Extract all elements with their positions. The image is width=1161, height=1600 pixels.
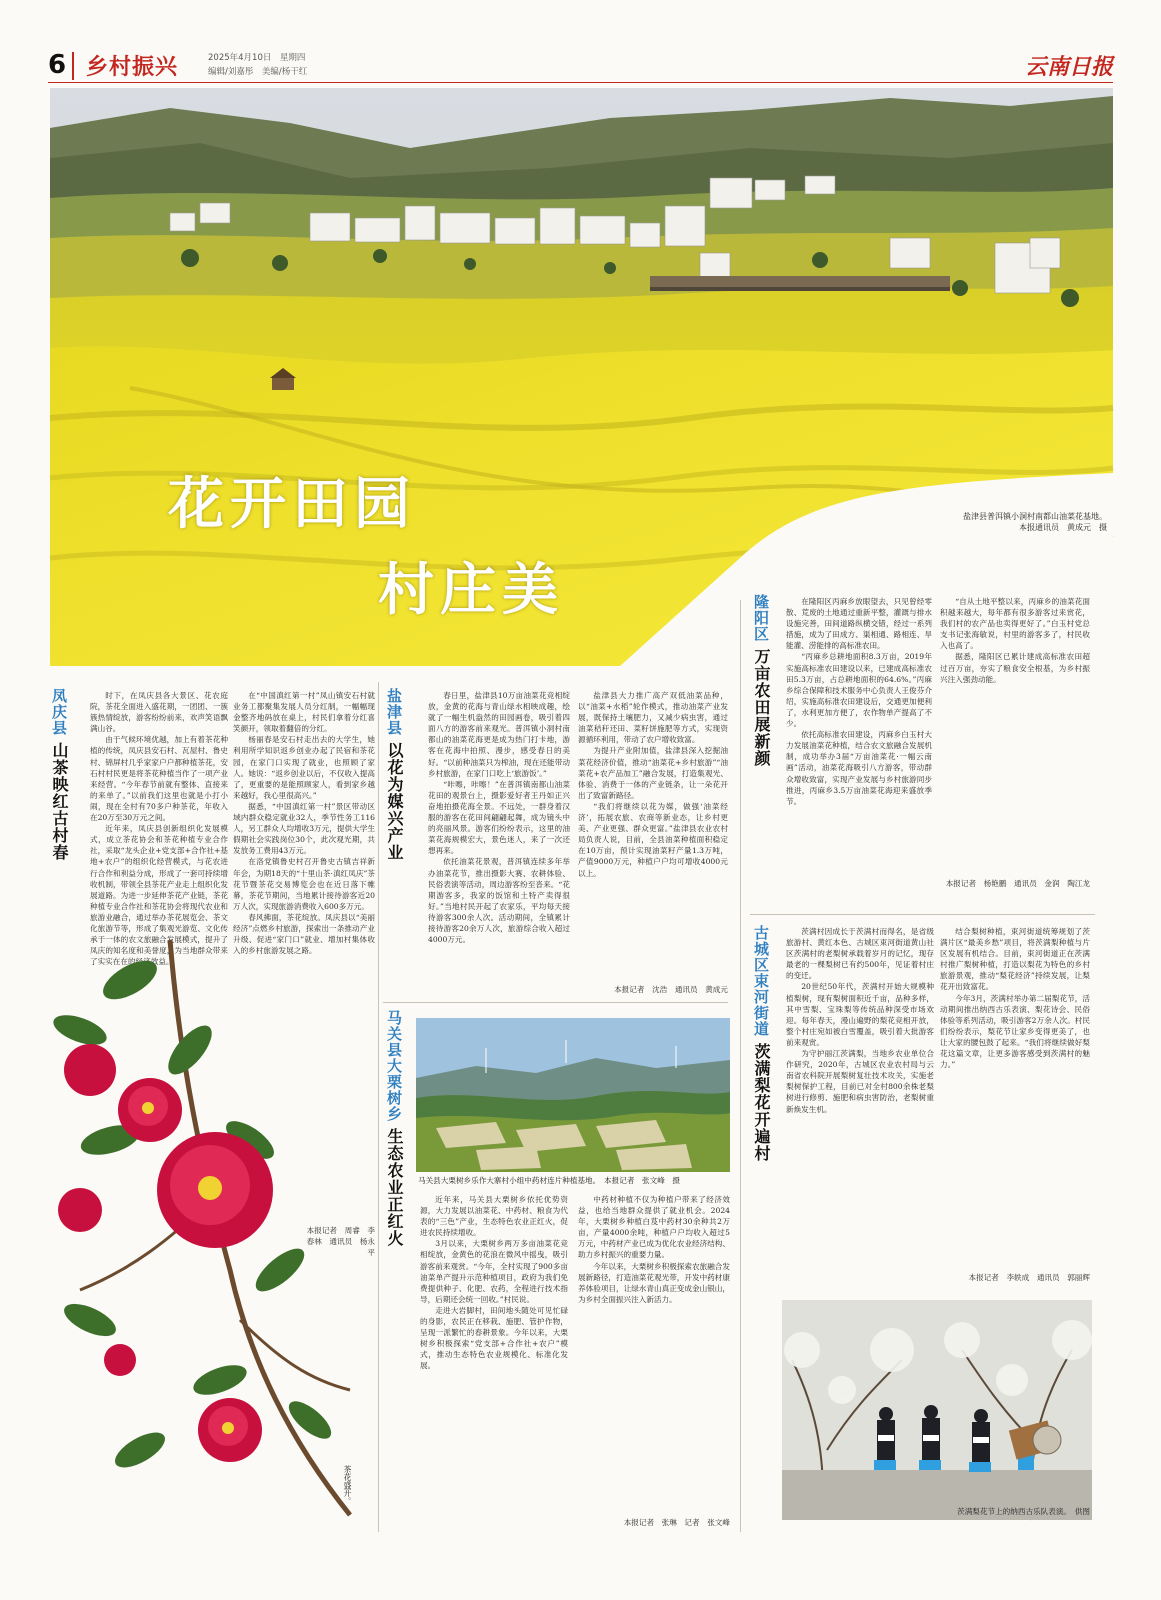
- fengqing-title: 山茶映红古村春: [50, 742, 69, 862]
- longyang-p5: 据悉，隆阳区已累计建成高标准农田超过百万亩，夯实了粮食安全根基，为乡村振兴注入强劲动能。: [940, 652, 1090, 684]
- fengqing-p4: 在“中国滇红第一村”凤山镇安石村就业务工都聚集发展人员分红制，一幅幅现金整齐地码放在桌上，村民们拿着分红喜笑颜开，领取着翻倍的分红。: [233, 691, 375, 734]
- yanjin-heading: [383, 688, 406, 898]
- column-divider-1: [378, 682, 379, 1532]
- gucheng-caption-credit: 供图: [1074, 1507, 1090, 1516]
- longyang-p4: “自从土地平整以来，丙麻乡的油菜花面积越来越大，每年都有很多游客过来赏花，我们村的农产品也卖得更好了。”白玉村党总支书记张海敏说，村里的游客多了，村民收入也高了。: [940, 597, 1090, 651]
- longyang-credit: [940, 878, 1090, 902]
- editor-credit: 编辑/刘嘉彤: [208, 67, 254, 77]
- longyang-credit-text: 本报记者 杨艳鹏 通讯员 金润 陶江龙: [945, 879, 1090, 888]
- yanjin-p3: 依托油菜花景观，普洱镇连续多年举办油菜花节，推出摄影大赛、农耕体验、民俗表演等活动，周边游客纷至沓来。“花期游客多，我家的饭馆和土特产卖得很好。”当地村民开起了农家乐，平均每天接待游客300余人次。活动期间，全镇累计接待游客20余万人次，旅游综合收入超过4000万元。: [428, 857, 570, 945]
- gucheng-col-2: [940, 926, 1090, 1261]
- majiang-title: 生态农业正红火: [385, 1128, 404, 1248]
- majiang-p1: 近年来，马关县大栗树乡依托优势资源，大力发展以油菜花、中药材、粮食为代表的“三色”产业，生态特色农业正红火，促进农民持续增收。: [420, 1195, 568, 1238]
- yanjin-p5: “我们将继续以花为媒，做强‘油菜经济’，拓展农旅、农商等新业态，让乡村更美、产业更强、群众更富。”盐津县农业农村局负责人说，目前，全县油菜种植面积稳定在10万亩，预计实现油菜籽产量1.3万吨，产值9000万元，种植户户均可增收4000元以上。: [578, 801, 728, 878]
- masthead-meta: [208, 51, 307, 79]
- majiang-caption-credit: 本报记者 张文峰 摄: [604, 1176, 680, 1185]
- designer-credit: 美编/杨干红: [261, 67, 308, 77]
- yanjin-p4: 为提升产业附加值，盐津县深入挖掘油菜花经济价值，推动“油菜花+乡村旅游”“油菜花+农产品加工”融合发展，打造集观光、体验、消费于一体的产业链条，让一朵花开出了致富新路径。: [578, 746, 728, 800]
- majiang-credit: [578, 1517, 730, 1529]
- majiang-col-1: [420, 1194, 568, 1529]
- gucheng-place: 古城区束河街道: [752, 925, 770, 1037]
- gucheng-photo: [782, 1300, 1092, 1520]
- gucheng-p5: 今年3月，茨满村举办第二届梨花节，活动期间推出纳西古乐表演、梨花诗会、民俗体验等系列活动，吸引游客2万余人次。村民们纷纷表示，梨花节让家乡变得更美了，也让大家的腰包鼓了起来。“我们将继续做好梨花这篇文章，让更多游客感受到茨满村的魅力。”: [940, 993, 1090, 1070]
- hero-headline-line1: 花开田园: [168, 472, 416, 537]
- longyang-title: 万亩农田展新颜: [752, 648, 771, 768]
- majiang-place: 马关县大栗树乡: [385, 1010, 403, 1122]
- masthead: [48, 48, 1113, 86]
- majiang-p3: 中药材种植不仅为种植户带来了经济效益，也给当地群众提供了就业机会。2024年，大栗树乡种植白芨中药材30余种共2万亩，产量4000余吨，种植户户均收入超过5万元，中药材产业已成为优化农业经济结构、助力乡村振兴的重要力量。: [578, 1195, 730, 1260]
- majiang-col-2: [578, 1194, 730, 1514]
- fengqing-credit-text: 本报记者 周睿 李春林 通讯员 杨永平: [306, 1226, 375, 1258]
- herb-field-illustration: [416, 1018, 730, 1172]
- gucheng-title: 茨满梨花开遍村: [752, 1043, 771, 1163]
- camellia-photo: [50, 940, 355, 1515]
- longyang-heading: [750, 594, 773, 804]
- gucheng-p4: 结合梨树种植，束河街道统筹规划了茨满片区“最美乡愁”项目，将茨满梨种植与片区发展有机结合。目前，束河街道正在茨满村推广梨树种植，打造以梨花为特色的乡村旅游景观，推动“梨花经济”持续发展，让梨花开出致富花。: [940, 927, 1090, 992]
- fengqing-heading: [48, 688, 71, 888]
- majiang-heading: [383, 1010, 406, 1270]
- yanjin-p6: 盐津县大力推广高产双低油菜品种，以“油菜+水稻”轮作模式，推动油菜产业发展，既保持土壤肥力，又减少病虫害，通过油菜秸秆还田、菜籽饼施肥等方式，实现资源循环利用，带动了农户增收致富。: [578, 691, 728, 745]
- majiang-p4: 走进大岩脚村，田间地头随处可见忙碌的身影，农民正在移栽、施肥、管护作物，呈现一派繁忙的春耕景象。今年以来，大栗树乡积极探索“党支部+合作社+农户”模式，推动生态特色农业规模化、标准化发展。: [420, 1305, 568, 1371]
- column-divider-2: [740, 600, 741, 1532]
- longyang-p2: “丙麻乡总耕地面积8.3万亩，2019年实施高标准农田建设以来，已建成高标准农田5.3万亩，占总耕地面积的64.6%。”丙麻乡综合保障和技术服务中心负责人王俊芬介绍，实施高标准农田建设后，交通更加便利了，水利更加方便了，农作物单产提高了不少。: [786, 652, 932, 729]
- longyang-col-1: [786, 596, 932, 906]
- fengqing-p2: 由于气候环境优越，加上有着茶花种植的传统，凤庆县安石村、瓦屋村、鲁史村、锦屏村几乎家家户户都种植茶花，安石村村民更是将茶花种植当作了一项产业来经营。“今年春节前就有整体、直接来的来单了。”以前我们这里也就是小打小闹，现在全村有70多户种茶花，年收入在20万至30万元之间。: [90, 735, 228, 823]
- yanjin-place: 盐津县: [385, 688, 403, 736]
- gucheng-photo-caption: [900, 1506, 1090, 1517]
- longyang-p3: 依托高标准农田建设，丙麻乡白玉村大力发展油菜花种植，结合农文旅融合发展机制，成功举办3届“万亩油菜花·一幅云南画”活动，油菜花海吸引八方游客，带动群众增收致富，实现产业发展与乡村旅游同步推进，丙麻乡3.5万亩油菜花海迎来盛放季节。: [786, 730, 932, 806]
- gucheng-credit: [930, 1272, 1090, 1284]
- pear-blossom-festival-illustration: [782, 1300, 1092, 1520]
- majiang-photo-caption: [418, 1175, 730, 1186]
- yanjin-col-2: [578, 690, 728, 980]
- section-title: 乡村振兴: [86, 55, 179, 80]
- hero-caption-credit: 本报通讯员 黄成元 摄: [1019, 523, 1107, 532]
- longyang-bottom-rule: [750, 914, 1095, 915]
- longyang-place: 隆阳区: [752, 594, 770, 642]
- gucheng-credit-text: 本报记者 李轶成 通讯员 郭丽辉: [968, 1273, 1090, 1282]
- gucheng-p1: 茨满村因成长于茨满村而得名，是省级旅游村、黄红本色、古城区束河街道黄山社区茨满村的老梨树承载着岁月的记忆，现存最老的一棵梨树已有约500年，见证着村庄的变迁。: [786, 927, 934, 981]
- camellia-caption: 茶花盛开。: [343, 1465, 352, 1505]
- fengqing-col-1: [90, 690, 228, 967]
- fengqing-p3: 近年来，凤庆县创新组织化发展模式，成立茶花协会和茶花种植专业合作社，采取“龙头企业+党支部+合作社+基地+农户”的组织化经营模式，与花农进行合作和利益分成，形成了一套可持续增收机制，带领全县茶花产业走上组织化发展道路。为进一步延伸茶花产业链，茶花种植专业合作社和茶花协会将现代农业和旅游业融合，通过举办茶花展览会、茶文化旅游节等，形成了集观光游览、文化传承于一体的农文旅融合发展模式，提升了凤庆的知名度和美誉度，为当地群众带来了实实在在的经济效益。: [90, 824, 228, 967]
- fengqing-p7: 在洛党镇鲁史村召开鲁史古镇吉祥新年会，为期18天的“十里山茶·滇红凤庆”茶花节暨茶花交易博览会也在近日落下帷幕，茶花节期间，当地累计接待游客近20万人次，实现旅游消费收入600多万元。: [233, 857, 375, 911]
- yanjin-bottom-rule: [383, 1002, 728, 1003]
- gucheng-heading: [750, 925, 773, 1195]
- yanjin-title: 以花为媒兴产业: [385, 742, 404, 862]
- issue-weekday: 星期四: [279, 53, 306, 63]
- hero-caption-text: 盐津县普洱镇小洞村南都山油菜花基地。: [963, 512, 1107, 521]
- fengqing-p5: 杨丽春是安石村走出去的大学生，她利用所学知识返乡创业办起了民宿和茶花园，在家门口实现了就业，也照顾了家人。她说：“返乡创业以后，不仅收入提高了，更重要的是能照顾家人，看到家乡越来越好，我心里很高兴。”: [233, 735, 375, 800]
- majiang-caption-text: 马关县大栗树乡乐作大寨村小组中药材连片种植基地。: [418, 1176, 597, 1185]
- gucheng-col-1: [786, 926, 934, 1286]
- fengqing-p1: 时下，在凤庆县各大景区、花农庭院，茶花全面进入盛花期，一团团、一簇簇热情绽放，游客纷纷前来，欢声笑语飘满山谷。: [90, 691, 228, 734]
- masthead-divider: [72, 52, 74, 80]
- hero-headline-line2: 村庄美: [378, 558, 564, 623]
- yanjin-col-1: [428, 690, 570, 990]
- page-number: 6: [48, 50, 67, 80]
- yanjin-p1: 春日里，盐津县10万亩油菜花竞相绽放，金黄的花海与青山绿水相映成趣，绘就了一幅生机盎然的田园画卷，吸引着四面八方的游客前来观光。普洱镇小洞村南都山的油菜花海更是成为热门打卡地，游客在花海中拍照、漫步，感受春日的美好。“以前种油菜只为榨油，现在还能带动乡村旅游，在家门口吃上‘旅游饭’。”: [428, 691, 570, 778]
- yanjin-credit: [578, 984, 728, 996]
- majiang-p2: 3月以来，大栗树乡两万多亩油菜花竞相绽放，金黄色的花浪在微风中摇曳，吸引游客前来观赏。“今年，全村实现了900多亩油菜单产提升示范种植项目，政府为我们免费提供种子、化肥、农药，全程进行技术指导，后期还会统一回收。”村民说。: [420, 1239, 568, 1304]
- masthead-rule: [48, 82, 1113, 83]
- hero-photo-caption: [963, 511, 1107, 533]
- fengqing-p6: 据悉，“中国滇红第一村”景区带动区域内群众稳定就业32人，季节性务工116人，另工群众人均增收3万元，提供大学生假期社会实践岗位30个，此次观光期，共发放务工费用43万元。: [233, 801, 375, 856]
- issue-date: 2025年4月10日: [208, 53, 272, 63]
- yanjin-p2: “咔嚓，咔嚓！”在普洱镇南都山油菜花田的观景台上，摄影爱好者王丹如正兴奋地拍摄花海全景。不远处，一群身着汉服的游客在花田间翩翩起舞，成为镜头中的亮丽风景。游客们纷纷表示，这里的油菜花海规模宏大，景色迷人，来了一次还想再来。: [428, 779, 570, 856]
- camellia-illustration: [50, 940, 355, 1515]
- gucheng-caption-text: 茨满梨花节上的纳西古乐队表演。: [957, 1507, 1068, 1516]
- longyang-col-2: [940, 596, 1090, 876]
- hero-headline: [168, 460, 564, 626]
- gucheng-p3: 为守护丽江茨满梨，当地乡农业单位合作研究，2020年，古城区农业农村局与云南省农科院开展梨树复壮技术攻关，实施老梨树保护工程，目前已对全村800余株老梨树进行修剪、施肥和病虫害防治，老梨树重新焕发生机。: [786, 1049, 934, 1114]
- majiang-photo: [416, 1018, 730, 1172]
- hero-photo: [50, 88, 1113, 666]
- paper-logo: 云南日报: [1024, 54, 1113, 80]
- majiang-credit-text: 本报记者 张琳 记者 张文峰: [623, 1518, 730, 1527]
- yanjin-credit-text: 本报记者 沈浩 通讯员 黄成元: [614, 985, 728, 994]
- gucheng-p2: 20世纪50年代，茨满村开始大规模种植梨树，现有梨树面积近千亩，品种多样，其中雪梨、宝珠梨等传统品种深受市场欢迎。每年春天，漫山遍野的梨花竞相开放，整个村庄宛如被白雪覆盖，吸引着大批游客前来观赏。: [786, 982, 934, 1047]
- longyang-p1: 在隆阳区丙麻乡放眼望去，只见曾经零散、荒废的土地通过重新平整，灌溉与排水设施完善，田间道路纵横交错，经过一系列措施，成为了田成方、渠相通、路相连、旱能灌、涝能排的高标准农田。: [786, 597, 932, 651]
- majiang-p5: 今年以来，大栗树乡积极探索农旅融合发展新路径，打造油菜花观光带，开发中药材康养体验项目，让绿水青山真正变成金山银山，为乡村全面振兴注入新活力。: [578, 1261, 730, 1304]
- fengqing-p8: 春风拂面，茶花绽放。凤庆县以“美丽经济”点燃乡村旅游，探索出一条推动产业升级、促进“家门口”就业、增加村集体收入的乡村旅游发展之路。: [233, 912, 375, 956]
- fengqing-place: 凤庆县: [50, 688, 68, 736]
